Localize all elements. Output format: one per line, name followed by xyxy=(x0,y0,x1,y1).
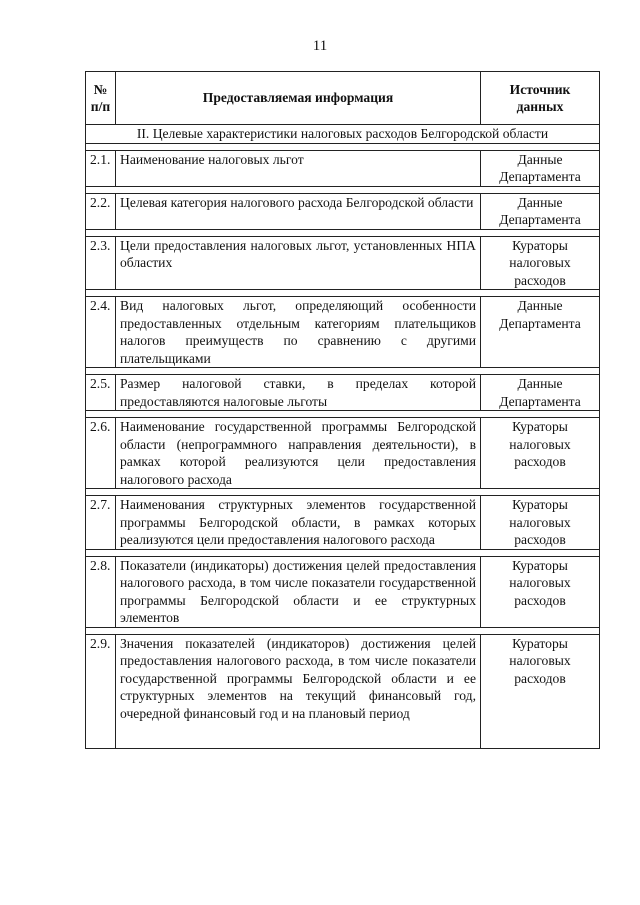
row-info: Наименование государственной программы Белгородской области (непрограммного направления деятельности), в рамках которой реализуются цели предоставления налогового расхода xyxy=(116,418,481,489)
row-num: 2.3. xyxy=(86,236,116,290)
row-num: 2.8. xyxy=(86,556,116,627)
row-num: 2.9. xyxy=(86,634,116,749)
row-info: Наименования структурных элементов государственной программы Белгородской области, в рамках которых реализуются цели предоставления налогового расхода xyxy=(116,496,481,550)
row-num: 2.1. xyxy=(86,150,116,186)
table-row xyxy=(86,193,600,229)
info-table xyxy=(85,71,600,749)
row-gap xyxy=(86,229,600,236)
row-num: 2.6. xyxy=(86,418,116,489)
section-row xyxy=(86,125,600,144)
row-num: 2.4. xyxy=(86,297,116,368)
row-source: Кураторы налоговых расходов xyxy=(481,496,600,550)
row-gap xyxy=(86,549,600,556)
row-gap xyxy=(86,489,600,496)
row-num: 2.2. xyxy=(86,193,116,229)
row-source: Кураторы налоговых расходов xyxy=(481,556,600,627)
page-number: 11 xyxy=(312,38,328,54)
row-source: Данные Департамента xyxy=(481,375,600,411)
row-info: Значения показателей (индикаторов) достижения целей предоставления налогового расхода, в том числе показатели государственной программы Белгородской области и ее структурных элементов на текущий финансовый год, очередной финансовый год и на плановый период xyxy=(116,634,481,749)
row-gap xyxy=(86,368,600,375)
table-row xyxy=(86,375,600,411)
section-title: II. Целевые характеристики налоговых расходов Белгородской области xyxy=(86,125,600,144)
row-gap xyxy=(86,143,600,150)
row-gap xyxy=(86,411,600,418)
row-info: Вид налоговых льгот, определяющий особенности предоставленных отдельным категориям плательщиков налогов преимуществ по сравнению с другими плательщиками xyxy=(116,297,481,368)
table-row xyxy=(86,150,600,186)
table-header-row xyxy=(86,72,600,125)
row-gap xyxy=(86,290,600,297)
row-source: Данные Департамента xyxy=(481,193,600,229)
row-info: Цели предоставления налоговых льгот, установленных НПА областих xyxy=(116,236,481,290)
table-row xyxy=(86,418,600,489)
table-row xyxy=(86,496,600,550)
row-info: Наименование налоговых льгот xyxy=(116,150,481,186)
row-source: Кураторы налоговых расходов xyxy=(481,236,600,290)
table-row xyxy=(86,556,600,627)
header-num: № п/п xyxy=(86,72,116,125)
header-source: Источник данных xyxy=(481,72,600,125)
table-row xyxy=(86,297,600,368)
row-info: Целевая категория налогового расхода Белгородской области xyxy=(116,193,481,229)
row-gap xyxy=(86,186,600,193)
row-num: 2.5. xyxy=(86,375,116,411)
row-gap xyxy=(86,627,600,634)
row-source: Кураторы налоговых расходов xyxy=(481,418,600,489)
row-source: Данные Департамента xyxy=(481,297,600,368)
row-source: Кураторы налоговых расходов xyxy=(481,634,600,749)
row-num: 2.7. xyxy=(86,496,116,550)
row-info: Размер налоговой ставки, в пределах которой предоставляются налоговые льготы xyxy=(116,375,481,411)
table-row xyxy=(86,236,600,290)
table-row xyxy=(86,634,600,749)
row-source: Данные Департамента xyxy=(481,150,600,186)
row-info: Показатели (индикаторы) достижения целей предоставления налогового расхода, в том числе показатели государственной программы Белгородской области и ее структурных элементов xyxy=(116,556,481,627)
header-info: Предоставляемая информация xyxy=(116,72,481,125)
